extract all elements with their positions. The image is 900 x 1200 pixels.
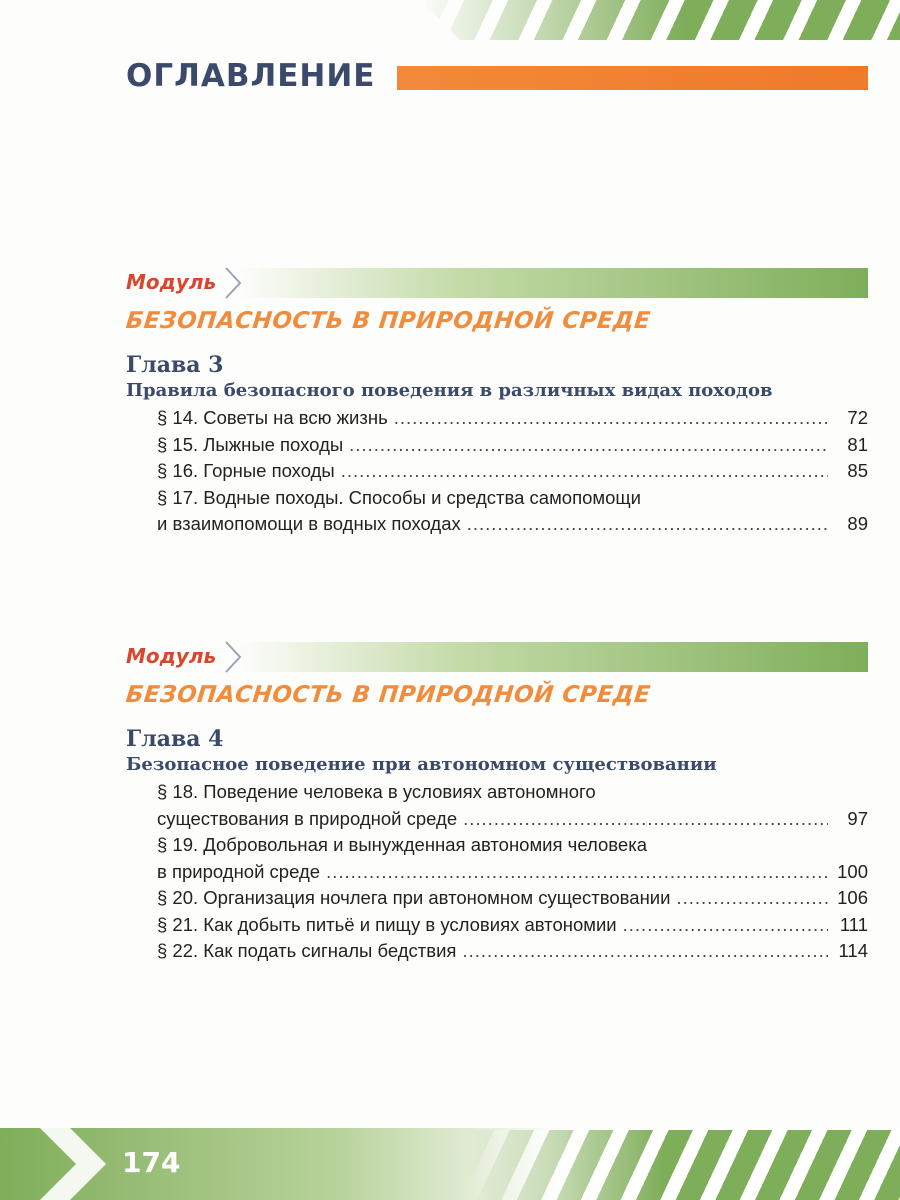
leader-dots bbox=[326, 859, 828, 886]
entry-title-line1: § 19. Добровольная и вынужденная автономия человека bbox=[157, 834, 647, 855]
module-label: Модуль bbox=[126, 644, 217, 668]
leader-dots bbox=[394, 405, 828, 432]
module-name: БЕЗОПАСНОСТЬ В ПРИРОДНОЙ СРЕДЕ bbox=[124, 308, 652, 334]
entry-page: 111 bbox=[839, 913, 868, 935]
leader-dots bbox=[341, 458, 828, 485]
entry-page: 97 bbox=[847, 807, 868, 829]
entry-title: § 21. Как добыть питьё и пищу в условиях автономии bbox=[157, 913, 617, 935]
entry-title: существования в природной среде bbox=[157, 807, 458, 829]
page-title: ОГЛАВЛЕНИЕ bbox=[126, 58, 376, 94]
module-header bbox=[126, 640, 868, 680]
leader-dots bbox=[462, 938, 828, 965]
entry-title-line1: § 17. Водные походы. Способы и средства самопомощи bbox=[157, 486, 641, 508]
entry-title: в природной среде bbox=[157, 860, 321, 882]
entry-title: § 20. Организация ночлега при автономном существовании bbox=[157, 887, 671, 908]
chevron-right-icon bbox=[222, 266, 244, 300]
toc-entry[interactable] bbox=[157, 485, 868, 538]
entry-page: 81 bbox=[847, 433, 868, 455]
leader-dots bbox=[623, 912, 828, 939]
leader-dots bbox=[467, 511, 828, 538]
footer-chevron-icon bbox=[40, 1128, 110, 1200]
module-gradient-band bbox=[238, 642, 868, 672]
title-accent-bar bbox=[397, 66, 868, 90]
top-stripes-fade bbox=[420, 0, 900, 40]
chapter-title: Безопасное поведение при автономном существовании bbox=[126, 754, 717, 775]
entry-page: 100 bbox=[837, 860, 868, 882]
chapter-number: Глава 3 bbox=[126, 352, 224, 378]
entry-title: § 22. Как подать сигналы бедствия bbox=[157, 940, 457, 961]
toc-entry[interactable] bbox=[157, 779, 868, 832]
toc-entry[interactable] bbox=[157, 458, 868, 485]
module-gradient-band bbox=[238, 268, 868, 298]
toc-entry[interactable] bbox=[157, 912, 868, 939]
entry-page: 85 bbox=[847, 460, 868, 481]
chevron-right-icon bbox=[222, 640, 244, 674]
toc-entries bbox=[157, 779, 868, 965]
entry-page: 106 bbox=[837, 887, 868, 908]
leader-dots bbox=[463, 806, 828, 833]
entry-page: 72 bbox=[847, 407, 868, 428]
toc-entry[interactable] bbox=[157, 432, 868, 459]
page-number: 174 bbox=[122, 1146, 181, 1179]
module-section-1 bbox=[126, 266, 868, 538]
module-header bbox=[126, 266, 868, 306]
toc-entries bbox=[157, 405, 868, 538]
entry-title: и взаимопомощи в водных походах bbox=[157, 513, 461, 534]
toc-entry[interactable] bbox=[157, 832, 868, 885]
toc-entry[interactable] bbox=[157, 938, 868, 965]
leader-dots bbox=[349, 432, 828, 459]
module-section-2 bbox=[126, 640, 868, 965]
module-name: БЕЗОПАСНОСТЬ В ПРИРОДНОЙ СРЕДЕ bbox=[124, 682, 652, 708]
entry-page: 89 bbox=[847, 513, 868, 534]
leader-dots bbox=[676, 885, 828, 912]
entry-title-line1: § 18. Поведение человека в условиях автономного bbox=[157, 781, 596, 802]
chapter-number: Глава 4 bbox=[126, 726, 224, 752]
toc-entry[interactable] bbox=[157, 885, 868, 912]
entry-page: 114 bbox=[838, 940, 868, 961]
module-label: Модуль bbox=[126, 270, 217, 294]
chapter-title: Правила безопасного поведения в различных видах походов bbox=[126, 380, 773, 401]
entry-title: § 15. Лыжные походы bbox=[157, 433, 344, 455]
footer-stripes-decoration bbox=[470, 1130, 900, 1200]
toc-entry[interactable] bbox=[157, 405, 868, 432]
entry-title: § 14. Советы на всю жизнь bbox=[157, 407, 388, 428]
entry-title: § 16. Горные походы bbox=[157, 460, 335, 481]
